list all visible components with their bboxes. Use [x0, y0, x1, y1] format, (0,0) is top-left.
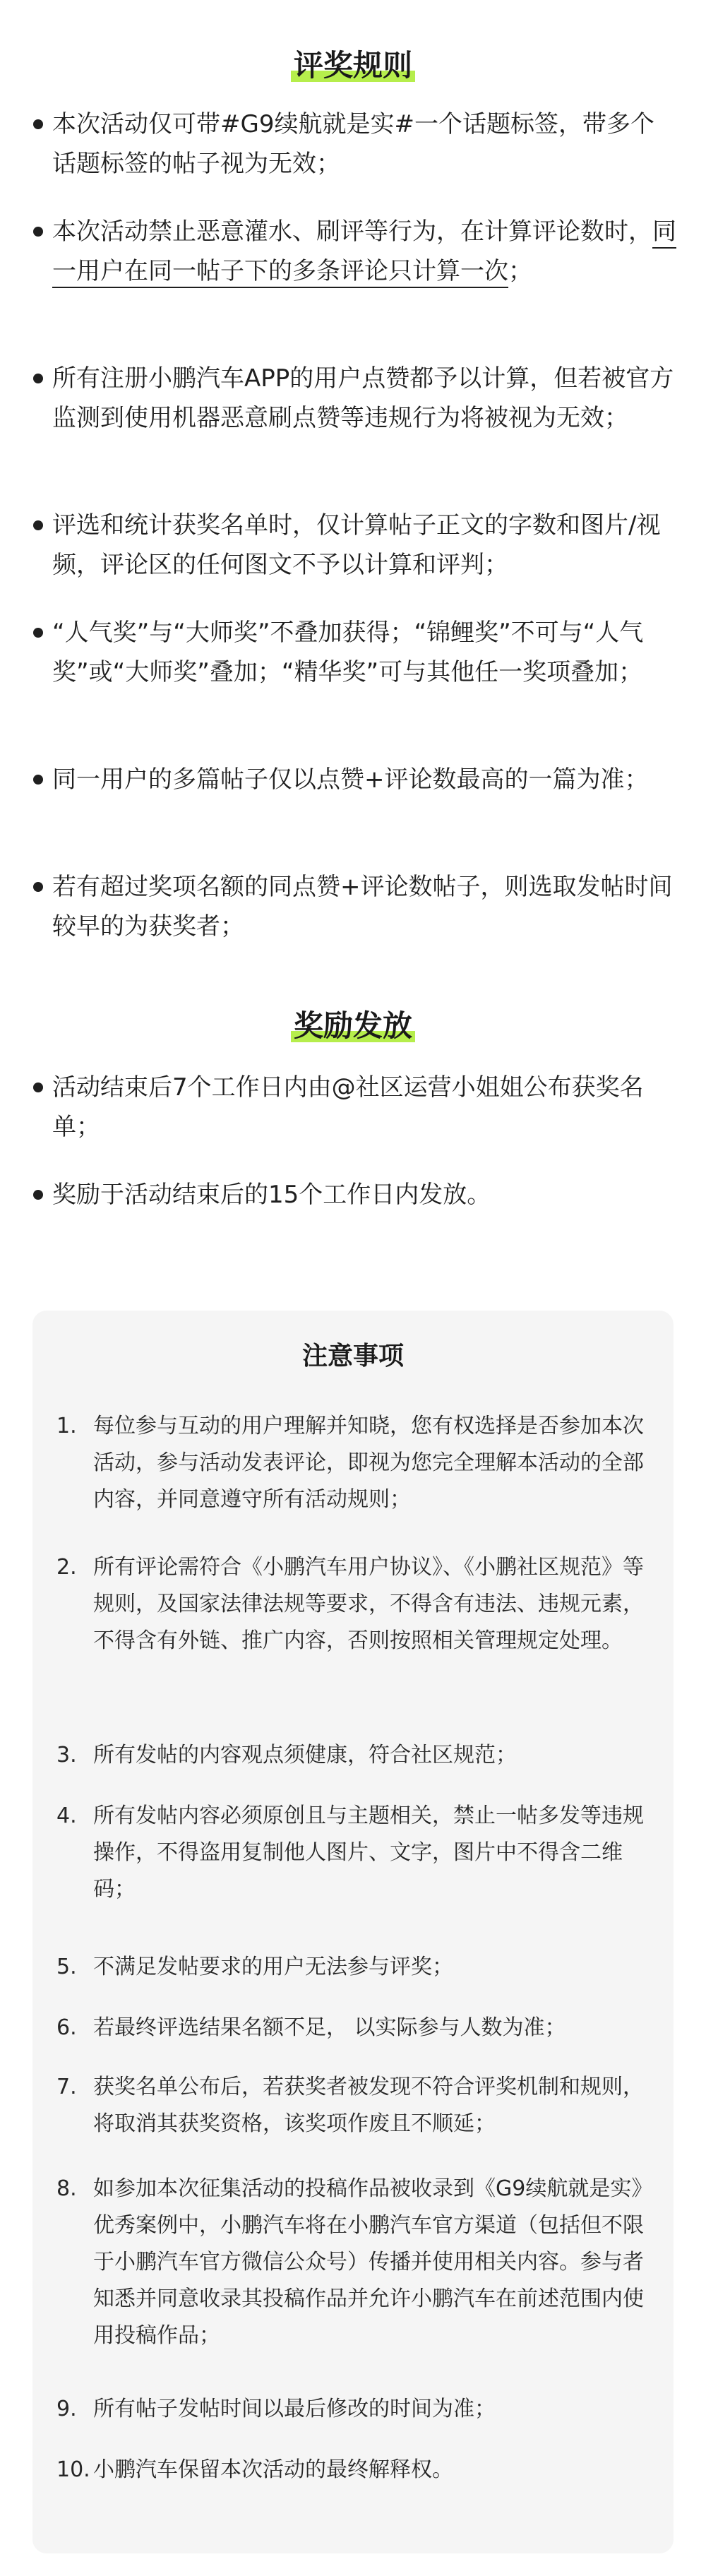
note-number: 4.	[56, 1803, 77, 1828]
rule-item: 所有注册小鹏汽车APP的用户点赞都予以计算，但若被官方监测到使用机器恶意刷点赞等违规行为将被视为无效；	[28, 359, 678, 438]
rule-text: 本次活动禁止恶意灌水、刷评等行为，在计算评论数时，	[52, 217, 652, 246]
rule-tail: ；	[508, 257, 532, 285]
rule-item: 本次活动仅可带#G9续航就是实#一个话题标签，带多个话题标签的帖子视为无效；	[28, 105, 678, 184]
rule-underlined-text: 同一用户在同一帖子下的多条评论只计算一次	[52, 217, 676, 288]
note-item	[56, 1737, 650, 1774]
note-text: 所有发帖的内容观点须健康，符合社区规范；	[93, 1743, 517, 1767]
bullet-icon	[33, 775, 43, 785]
note-item	[56, 2069, 650, 2142]
rule-item: 若有超过奖项名额的同点赞+评论数帖子，则选取发帖时间较早的为获奖者；	[28, 867, 678, 946]
note-number: 7.	[56, 2075, 77, 2099]
bullet-icon	[33, 520, 43, 530]
note-text: 如参加本次征集活动的投稿作品被收录到《G9续航就是实》优秀案例中，小鹏汽车将在小鹏汽车官方渠道（包括但不限于小鹏汽车官方微信公众号）传播并使用相关内容。参与者知悉并同意收录其投稿作品并允许小鹏汽车在前述范围内使用投稿作品；	[93, 2176, 644, 2348]
rewards-heading-text: 奖励发放	[294, 1001, 412, 1051]
bullet-icon	[33, 119, 43, 129]
note-number: 5.	[56, 1955, 77, 1979]
note-number: 8.	[56, 2176, 77, 2201]
reward-item: 奖励于活动结束后的15个工作日内发放。	[28, 1175, 678, 1215]
rule-item: “人气奖”与“大师奖”不叠加获得；“锦鲤奖”不可与“人气奖”或“大师奖”叠加；“精华奖”可与其他任一奖项叠加；	[28, 613, 678, 692]
rules-heading	[0, 41, 706, 90]
note-text: 获奖名单公布后，若获奖者被发现不符合评奖机制和规则，将取消其获奖资格，该奖项作废且不顺延；	[93, 2075, 644, 2136]
note-item	[56, 2171, 650, 2354]
note-item	[56, 1798, 650, 1908]
note-item	[56, 1408, 650, 1518]
note-item	[56, 2452, 650, 2488]
bullet-icon	[33, 374, 43, 383]
note-text: 所有评论需符合《小鹏汽车用户协议》、《小鹏社区规范》等规则，及国家法律法规等要求，不得含有违法、违规元素，不得含有外链、推广内容，否则按照相关管理规定处理。	[93, 1555, 644, 1653]
note-number: 1.	[56, 1414, 77, 1438]
bullet-icon	[33, 628, 43, 638]
rule-item	[28, 212, 678, 291]
note-number: 10.	[56, 2457, 90, 2482]
rule-item: 评选和统计获奖名单时，仅计算帖子正文的字数和图片/视频，评论区的任何图文不予以计算和评判；	[28, 506, 678, 585]
note-text: 所有帖子发帖时间以最后修改的时间为准；	[93, 2397, 496, 2421]
note-text: 所有发帖内容必须原创且与主题相关，禁止一帖多发等违规操作，不得盗用复制他人图片、文字，图片中不得含二维码；	[93, 1803, 644, 1902]
note-number: 2.	[56, 1555, 77, 1580]
bullet-icon	[33, 882, 43, 892]
note-text: 小鹏汽车保留本次活动的最终解释权。	[93, 2457, 453, 2482]
note-item	[56, 2010, 650, 2046]
notes-card	[32, 1311, 674, 2553]
note-item	[56, 2391, 650, 2428]
bullet-icon	[33, 1190, 43, 1200]
note-number: 9.	[56, 2397, 77, 2421]
note-text: 不满足发帖要求的用户无法参与评奖；	[93, 1955, 453, 1979]
reward-item: 活动结束后7个工作日内由@社区运营小姐姐公布获奖名单；	[28, 1068, 678, 1147]
note-number: 3.	[56, 1743, 77, 1767]
note-item	[56, 1949, 650, 1986]
notes-title: 注意事项	[301, 1342, 404, 1371]
rewards-heading	[0, 1001, 706, 1051]
rule-item: 同一用户的多篇帖子仅以点赞+评论数最高的一篇为准；	[28, 760, 678, 799]
note-text: 每位参与互动的用户理解并知晓，您有权选择是否参加本次活动，参与活动发表评论，即视为您完全理解本活动的全部内容，并同意遵守所有活动规则；	[93, 1414, 644, 1512]
note-text: 若最终评选结果名额不足， 以实际参与人数为准；	[93, 2015, 566, 2040]
bullet-icon	[33, 1083, 43, 1092]
rules-heading-text: 评奖规则	[294, 41, 412, 90]
bullet-icon	[33, 227, 43, 237]
note-number: 6.	[56, 2015, 77, 2040]
note-item	[56, 1549, 650, 1659]
